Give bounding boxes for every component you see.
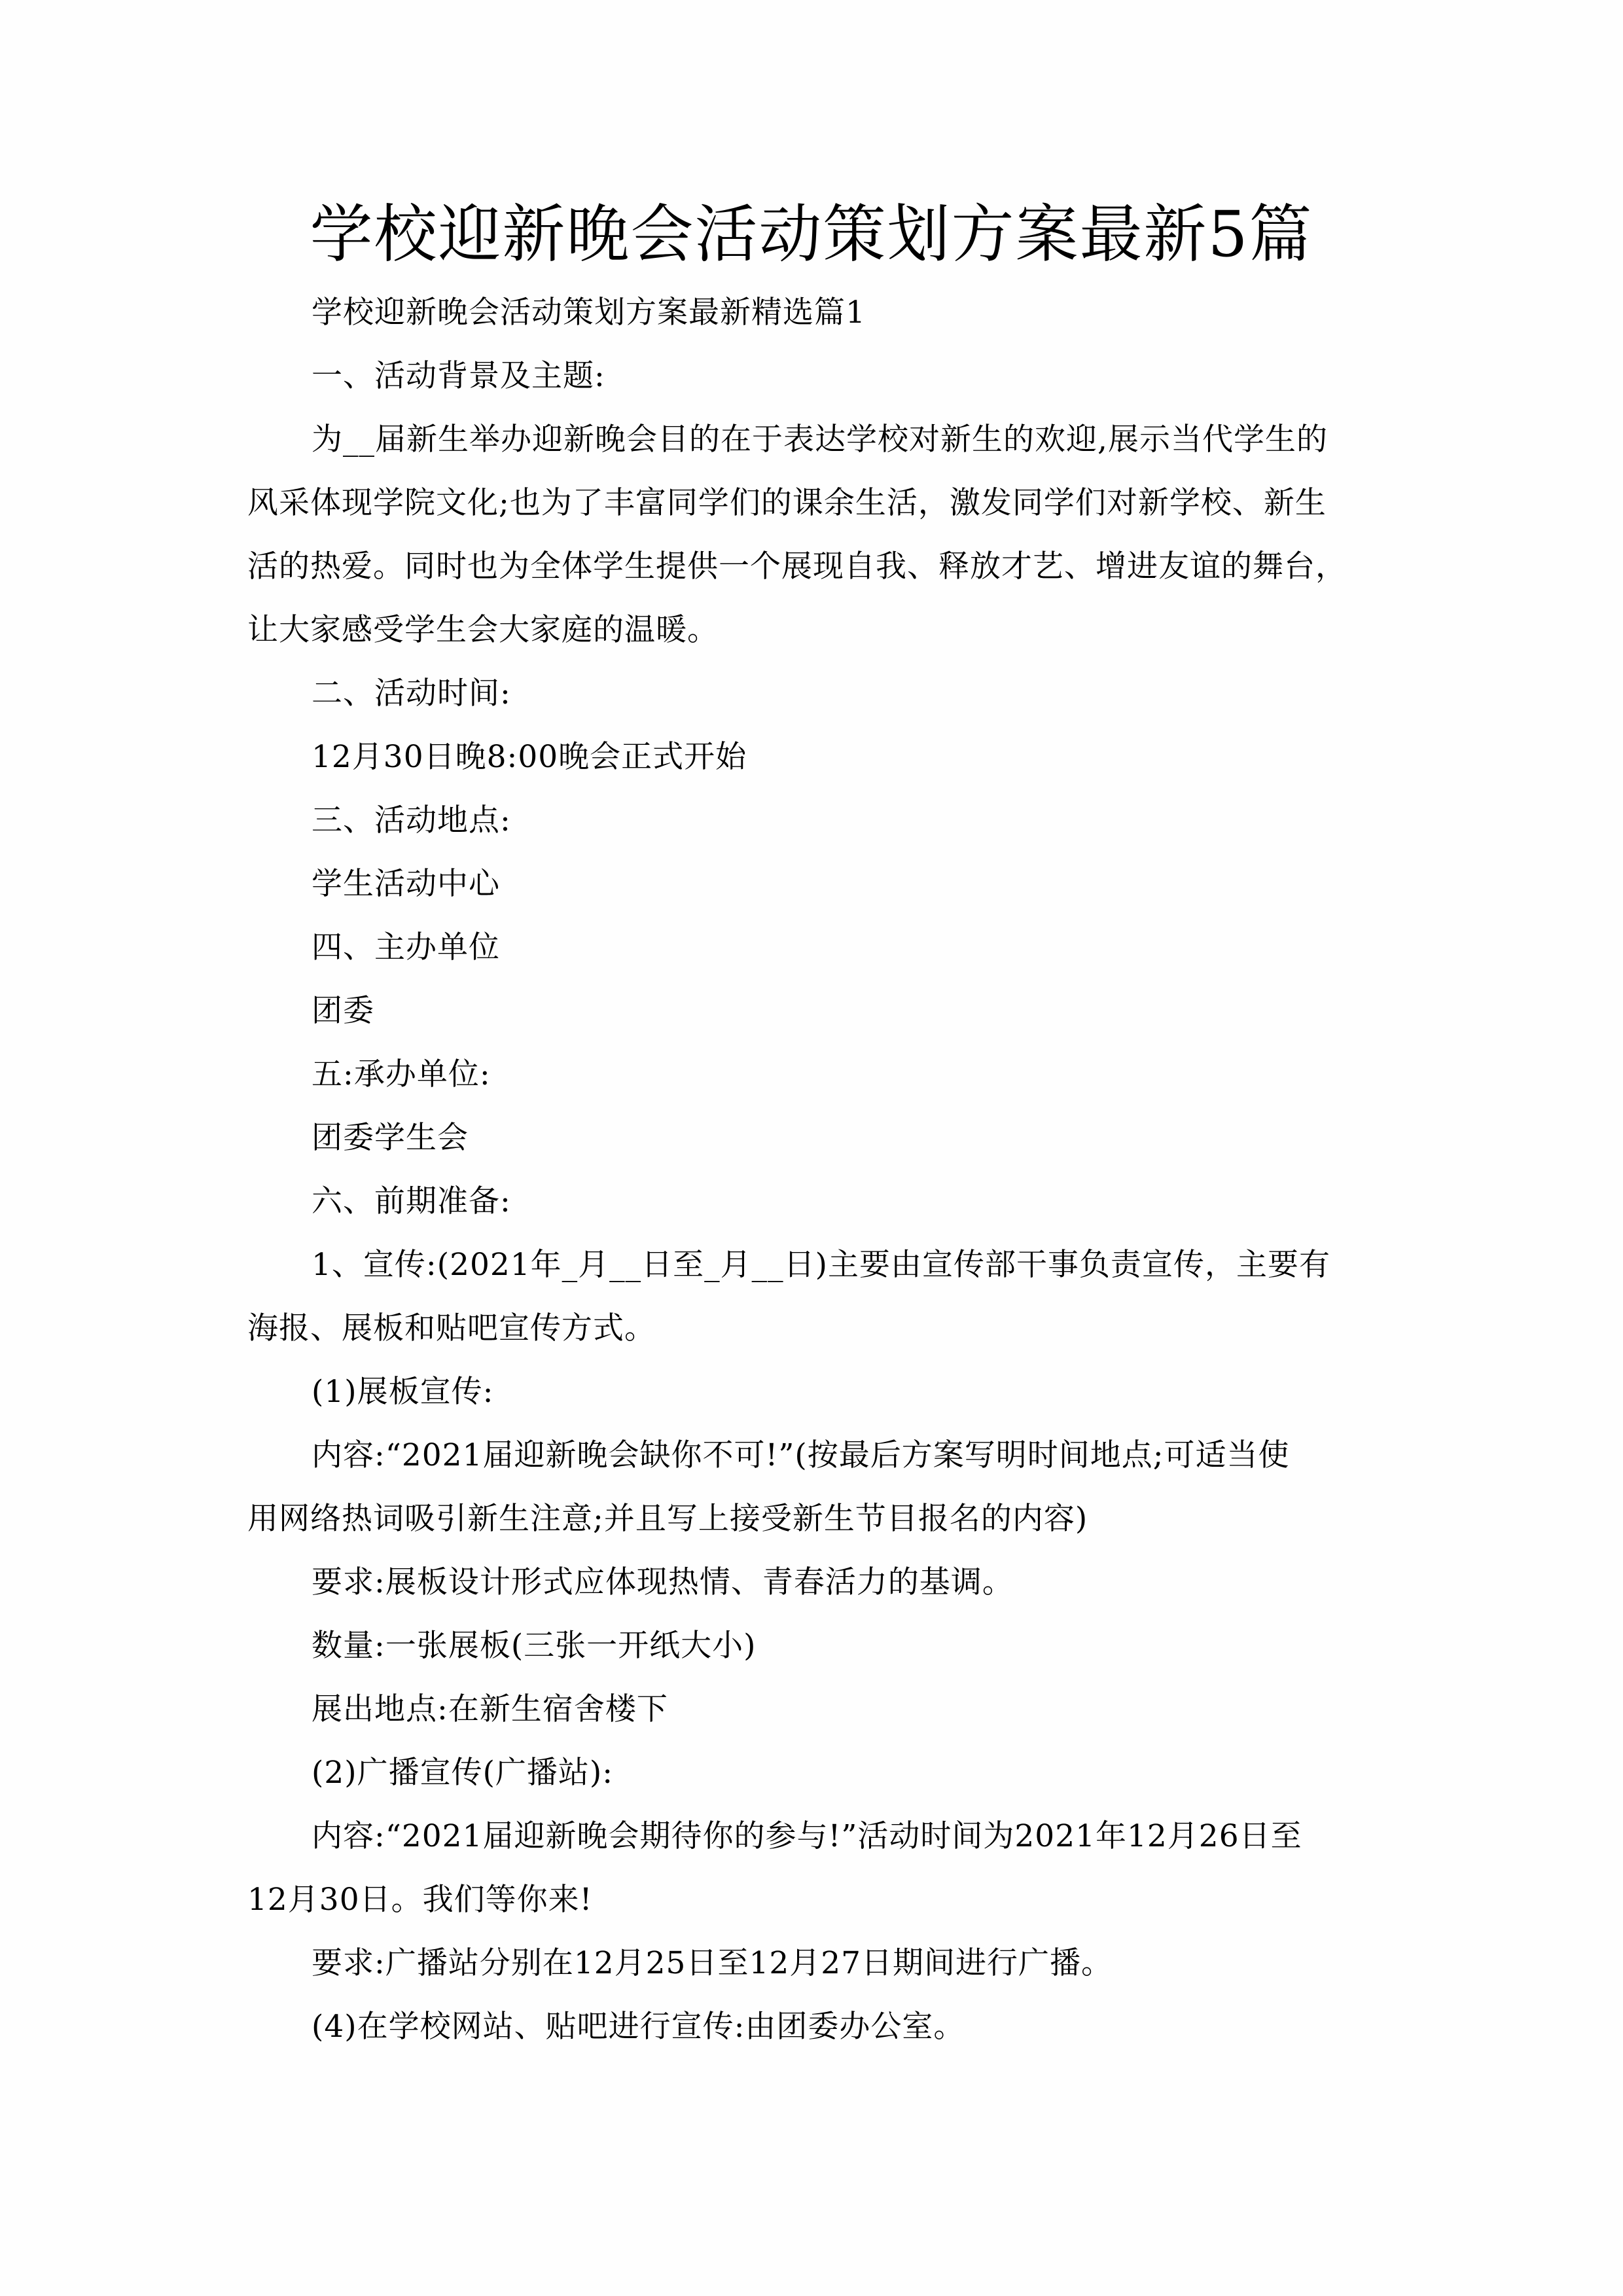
- paragraph-line: 展出地点:在新生宿舍楼下: [312, 1691, 668, 1727]
- subheading-website: (4)在学校网站、贴吧进行宣传:由团委办公室。: [312, 2009, 965, 2045]
- paragraph-line: 内容:“2021届迎新晚会缺你不可!”(按最后方案写明时间地点;可适当使: [312, 1437, 1290, 1473]
- host-value: 团委: [312, 993, 374, 1029]
- paragraph-line: 12月30日。我们等你来!: [247, 1882, 593, 1918]
- heading-preparation: 六、前期准备:: [312, 1183, 511, 1219]
- heading-host: 四、主办单位: [312, 929, 500, 965]
- organizer-value: 团委学生会: [312, 1120, 469, 1156]
- paragraph-line: 海报、展板和贴吧宣传方式。: [247, 1310, 656, 1346]
- event-time-value: 12月30日晚8:00晚会正式开始: [312, 739, 747, 775]
- paragraph-line: 让大家感受学生会大家庭的温暖。: [247, 612, 719, 648]
- section-subtitle: 学校迎新晚会活动策划方案最新精选篇1: [312, 295, 866, 331]
- heading-time: 二、活动时间:: [312, 675, 511, 711]
- heading-location: 三、活动地点:: [312, 802, 511, 838]
- subheading-board: (1)展板宣传:: [312, 1374, 494, 1410]
- paragraph-line: 内容:“2021届迎新晚会期待你的参与!”活动时间为2021年12月26日至: [312, 1818, 1302, 1854]
- paragraph-line: 要求:展板设计形式应体现热情、青春活力的基调。: [312, 1564, 1014, 1600]
- paragraph-line: 用网络热词吸引新生注意;并且写上接受新生节目报名的内容): [247, 1501, 1088, 1537]
- heading-organizer: 五:承办单位:: [312, 1056, 491, 1092]
- paragraph-line: 1、宣传:(2021年_月__日至_月__日)主要由宣传部干事负责宣传，主要有: [312, 1247, 1331, 1283]
- paragraph-line: 活的热爱。同时也为全体学生提供一个展现自我、释放才艺、增进友谊的舞台，: [247, 548, 1347, 584]
- paragraph-line: 数量:一张展板(三张一开纸大小): [312, 1628, 757, 1664]
- paragraph-line: 为__届新生举办迎新晚会目的在于表达学校对新生的欢迎,展示当代学生的: [312, 422, 1328, 457]
- subheading-broadcast: (2)广播宣传(广播站):: [312, 1755, 614, 1791]
- heading-background: 一、活动背景及主题:: [312, 358, 605, 394]
- event-location-value: 学生活动中心: [312, 866, 500, 902]
- paragraph-line: 要求:广播站分别在12月25日至12月27日期间进行广播。: [312, 1945, 1113, 1981]
- paragraph-line: 风采体现学院文化;也为了丰富同学们的课余生活，激发同学们对新学校、新生: [247, 485, 1327, 521]
- document-title: 学校迎新晚会活动策划方案最新5篇: [310, 198, 1313, 271]
